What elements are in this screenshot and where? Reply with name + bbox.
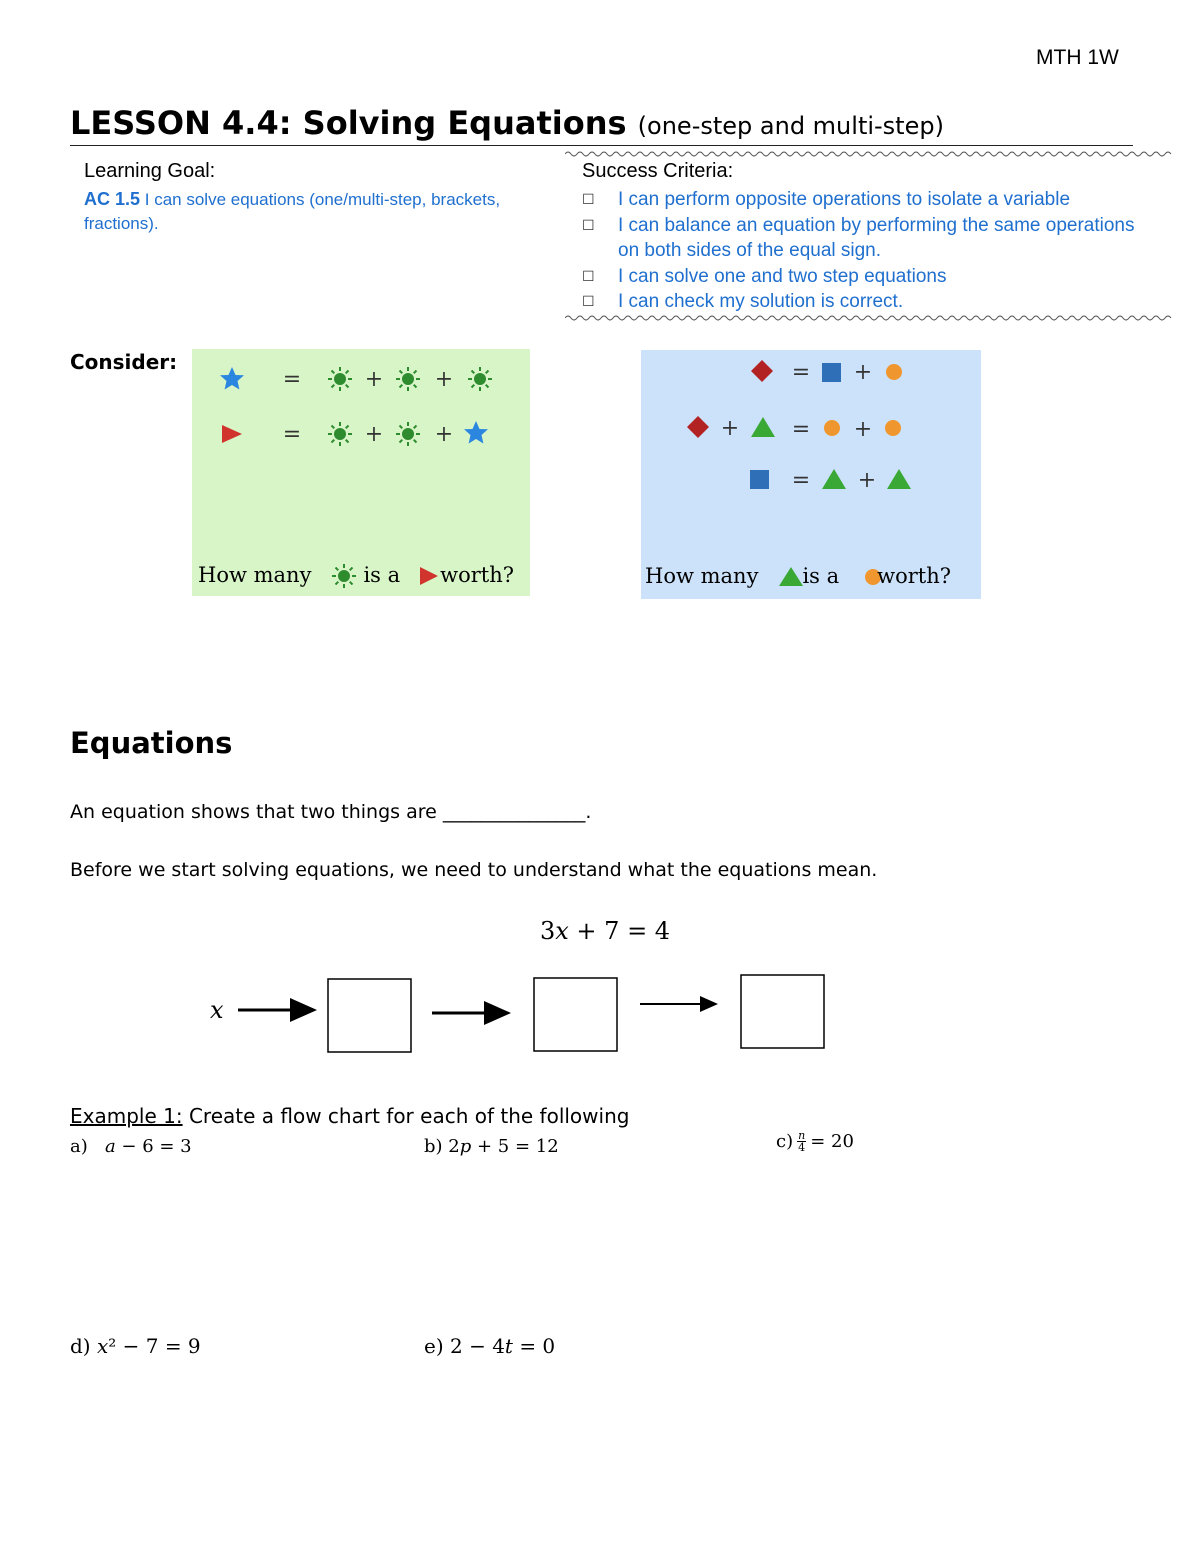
circle-icon [885,420,901,436]
svg-text:=: = [791,468,811,493]
success-criterion [582,264,1152,290]
wavy-border-top [565,150,1175,158]
square-icon [822,363,841,382]
success-criterion-text: I can solve one and two step equations [618,265,947,287]
sun-icon [468,367,492,391]
consider-label: Consider: [70,350,178,374]
example-item-a [70,1136,192,1157]
triangle-green-icon [887,469,911,489]
diamond-icon [687,416,709,438]
item-expression: 2𝑝 + 5 = 12 [448,1136,559,1157]
learning-goal-statement: I can solve equations (one/multi-step, brackets, fractions). [84,190,501,233]
triangle-red-icon [222,425,242,443]
question-mid: is a [802,564,840,588]
diamond-icon [751,360,773,382]
svg-text:+: + [853,417,873,442]
main-equation: 3𝑥 + 7 = 4 [540,917,671,945]
star-icon [220,367,244,390]
svg-text:=: = [282,422,302,447]
example1-instruction: Create a flow chart for each of the following [182,1104,630,1128]
lesson-title [70,104,944,142]
example-item-e [424,1334,555,1358]
lesson-title-main: LESSON 4.4: Solving Equations [70,104,627,142]
item-expression: 𝑥² − 7 = 9 [96,1334,201,1358]
svg-text:+: + [720,416,740,441]
svg-text:+: + [853,360,873,385]
puzzle-green-figure [192,349,530,596]
item-label: b) [424,1136,443,1157]
flow-start-variable: 𝑥 [210,996,224,1024]
success-criterion-text: I can check my solution is correct. [618,291,904,312]
sun-icon [396,367,420,391]
item-expression: 𝑎 − 6 = 3 [104,1136,192,1157]
checkbox-icon: ☐ [582,267,595,284]
svg-text:+: + [364,367,384,392]
puzzle-green-panel [192,349,530,596]
equation-intro-text: Before we start solving equations, we need to understand what the equations mean. [70,859,878,881]
checkbox-icon: ☐ [582,216,595,233]
question-prefix: How many [198,563,312,587]
question-mid: is a [363,563,401,587]
item-label: d) [70,1334,91,1358]
item-label: c) [776,1131,794,1152]
success-criterion [582,187,1152,213]
course-code: MTH 1W [1036,46,1119,69]
circle-icon [886,364,902,380]
checkbox-icon: ☐ [582,191,595,207]
item-fraction [797,1130,806,1153]
checkbox-icon: ☐ [582,293,595,309]
svg-text:+: + [434,367,454,392]
item-expression: 2 − 4𝑡 = 0 [450,1334,556,1358]
star-icon [464,421,488,444]
svg-text:=: = [791,417,811,442]
fraction-denominator: 4 [798,1141,806,1154]
question-suffix: worth? [440,563,515,587]
flow-box [741,975,824,1048]
svg-text:=: = [791,360,811,385]
item-expression: = 20 [810,1131,854,1152]
item-label: a) [70,1136,88,1157]
flow-box [328,979,411,1052]
success-criteria-list [582,187,1152,315]
success-criterion [582,213,1152,264]
svg-text:+: + [364,422,384,447]
svg-text:+: + [434,422,454,447]
success-criterion-text: I can perform opposite operations to isolate a variable [618,189,1071,210]
wavy-border-bottom [565,314,1175,322]
example-item-c [776,1130,854,1153]
puzzle-blue-question [645,564,951,588]
question-suffix: worth? [877,564,952,588]
triangle-green-icon [751,417,775,437]
square-icon [750,470,769,489]
example-item-d [70,1334,201,1358]
lesson-subtitle: (one-step and multi-step) [637,112,944,140]
success-criterion-text: I can balance an equation by performing the same operations on both sides of the equal sign. [618,214,1135,261]
puzzle-blue-panel [641,350,981,599]
example1-heading [70,1104,629,1128]
flow-box [534,978,617,1051]
puzzle-green-question [198,563,514,587]
flow-chart [230,965,840,1065]
puzzle-blue-figure [641,350,981,599]
sun-icon [328,367,352,391]
triangle-green-icon [822,469,846,489]
fraction-numerator: 𝑛 [798,1129,806,1142]
item-label: e) [424,1334,444,1358]
learning-goal-heading: Learning Goal: [84,160,216,182]
sun-icon [328,422,352,446]
sun-icon [396,422,420,446]
equation-definition-text: An equation shows that two things are _______________. [70,801,592,823]
question-prefix: How many [645,564,759,588]
title-rule [70,145,1133,146]
example-item-b [424,1136,559,1157]
success-criteria-heading: Success Criteria: [582,160,734,182]
example1-label: Example 1: [70,1104,183,1128]
equations-heading: Equations [70,726,233,760]
circle-icon [824,420,840,436]
svg-text:+: + [857,468,877,493]
svg-text:=: = [282,367,302,392]
learning-goal-text [84,187,524,236]
learning-goal-code: AC 1.5 [84,189,141,209]
success-criterion [582,289,1152,315]
